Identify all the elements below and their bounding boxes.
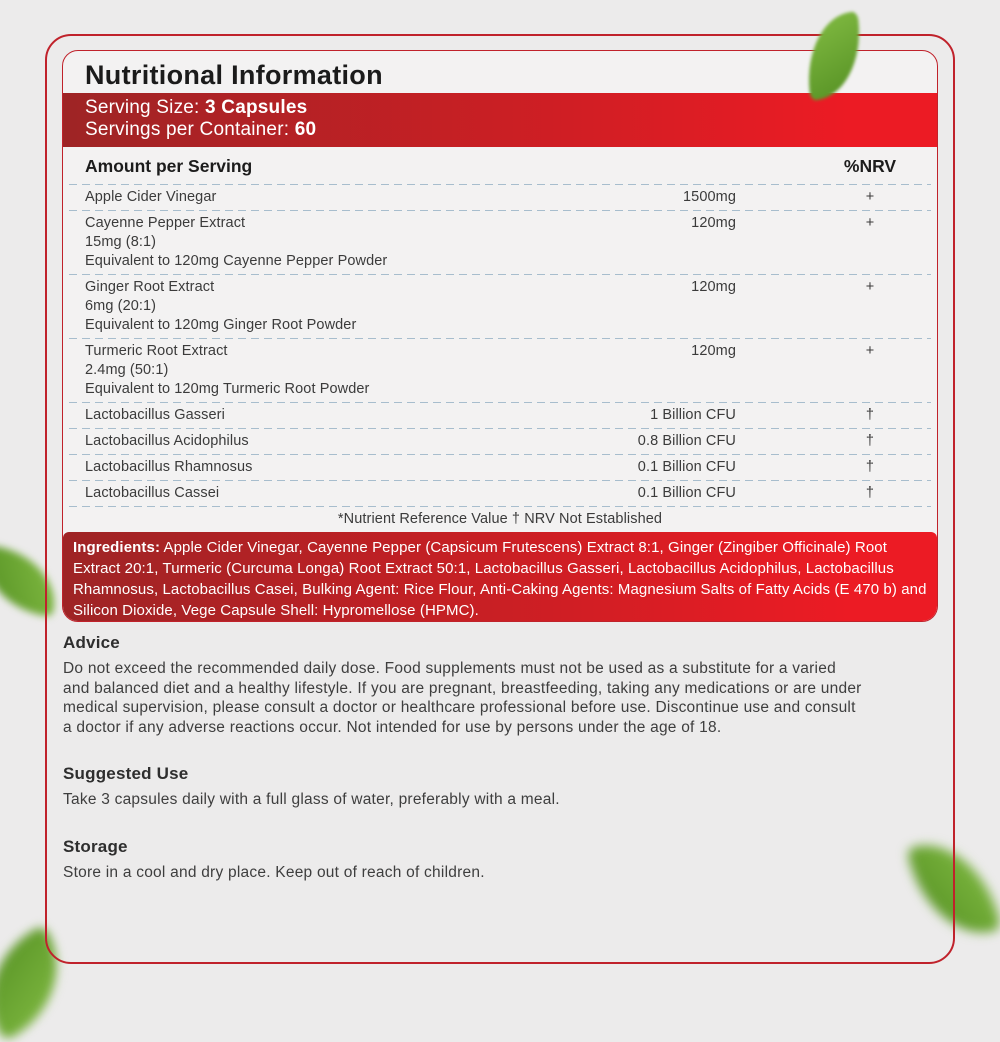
nutrient-name: Apple Cider Vinegar (85, 189, 217, 205)
nutrient-amount: 120mg (691, 343, 736, 359)
table-row (69, 339, 931, 403)
info-sections (63, 632, 908, 908)
nutrient-detail: Equivalent to 120mg Ginger Root Powder (85, 317, 357, 333)
amount-per-serving-header: Amount per Serving (85, 156, 253, 176)
info-section (63, 763, 908, 810)
nutrient-amount: 1 Billion CFU (650, 407, 736, 423)
table-row (69, 185, 931, 211)
nutrient-name: Lactobacillus Rhamnosus (85, 459, 253, 475)
nutrient-nrv: + (865, 343, 875, 359)
servings-per-container-value: 60 (294, 119, 317, 140)
table-row (69, 455, 931, 481)
nutrient-detail: 6mg (20:1) (85, 298, 157, 314)
info-section (63, 632, 908, 737)
nutrient-nrv: † (865, 459, 875, 475)
table-row (69, 403, 931, 429)
nutrient-name: Lactobacillus Gasseri (85, 407, 225, 423)
section-heading: Advice (63, 633, 120, 652)
nutrient-detail: 15mg (8:1) (85, 234, 157, 250)
nutrient-name: Ginger Root Extract (85, 279, 215, 295)
serving-banner (63, 93, 937, 147)
section-text: Do not exceed the recommended daily dose. Food supplements must not be used as a substitute for a varied and balanced diet and a healthy lifestyle. If you are pregnant, breastfeeding, taking any medications or are under medical supervision, please consult a doctor or healthcare professional before use. Discontinue use and consult a doctor if any adverse reactions occur. Not intended for use by persons under the age of 18. (63, 660, 862, 736)
serving-size-value: 3 Capsules (205, 97, 308, 118)
section-text: Store in a cool and dry place. Keep out of reach of children. (63, 863, 485, 881)
table-header-row (69, 147, 931, 185)
table-row (69, 275, 931, 339)
nutrition-facts-card (62, 50, 938, 622)
page-title: Nutritional Information (85, 60, 383, 90)
nutrient-amount: 1500mg (683, 189, 736, 205)
nutrient-amount: 0.1 Billion CFU (637, 459, 736, 475)
nutrient-name: Turmeric Root Extract (85, 343, 228, 359)
ingredients-label: Ingredients: (73, 539, 161, 556)
servings-per-container-line: Servings per Container: 60 (85, 119, 317, 140)
nutrient-detail: Equivalent to 120mg Cayenne Pepper Powder (85, 253, 388, 269)
section-text: Take 3 capsules daily with a full glass of water, preferably with a meal. (63, 791, 560, 808)
table-row (69, 429, 931, 455)
nutrient-amount: 0.1 Billion CFU (637, 485, 736, 501)
table-row (69, 211, 931, 275)
nutrient-nrv: + (865, 279, 875, 295)
info-section (63, 836, 908, 883)
section-heading: Suggested Use (63, 764, 189, 783)
ingredients-box (63, 532, 937, 622)
nutrient-nrv: † (865, 485, 875, 501)
section-heading: Storage (63, 836, 128, 856)
nutrient-nrv: † (865, 433, 875, 449)
nutrient-nrv: † (865, 407, 875, 423)
table-row (69, 481, 931, 507)
nutrient-amount: 120mg (691, 279, 736, 295)
nutrient-name: Lactobacillus Cassei (85, 485, 220, 501)
nrv-header: %NRV (843, 156, 897, 176)
nutrient-name: Lactobacillus Acidophilus (85, 433, 249, 449)
nutrition-rows (63, 185, 937, 507)
nutrient-detail: Equivalent to 120mg Turmeric Root Powder (85, 381, 370, 397)
serving-size-line: Serving Size: 3 Capsules (85, 97, 308, 118)
nutrient-name: Cayenne Pepper Extract (85, 215, 246, 231)
nutrient-nrv: + (865, 189, 875, 205)
nutrient-amount: 120mg (691, 215, 736, 231)
ingredients-text: Apple Cider Vinegar, Cayenne Pepper (Capsicum Frutescens) Extract 8:1, Ginger (Zingiber Officinale) Root Extract 20:1, Turmeric (Curcuma Longa) Root Extract 50:1, Lactobacillus Gasseri, Lactobacillus Acidophilus, Lactobacillus Rhamnosus, Lactobacillus Casei, Bulking Agent: Rice Flour, Anti-Caking Agents: Magnesium Salts of Fatty Acids (E 470 b) and Silicon Dioxide, Vege Capsule Shell: Hypromellose (HPMC). (73, 539, 927, 619)
nutrient-amount: 0.8 Billion CFU (637, 433, 736, 449)
title-band (63, 51, 937, 93)
nutrient-nrv: + (865, 215, 875, 231)
nutrient-detail: 2.4mg (50:1) (85, 362, 169, 378)
nrv-footnote: *Nutrient Reference Value † NRV Not Established (337, 511, 663, 527)
